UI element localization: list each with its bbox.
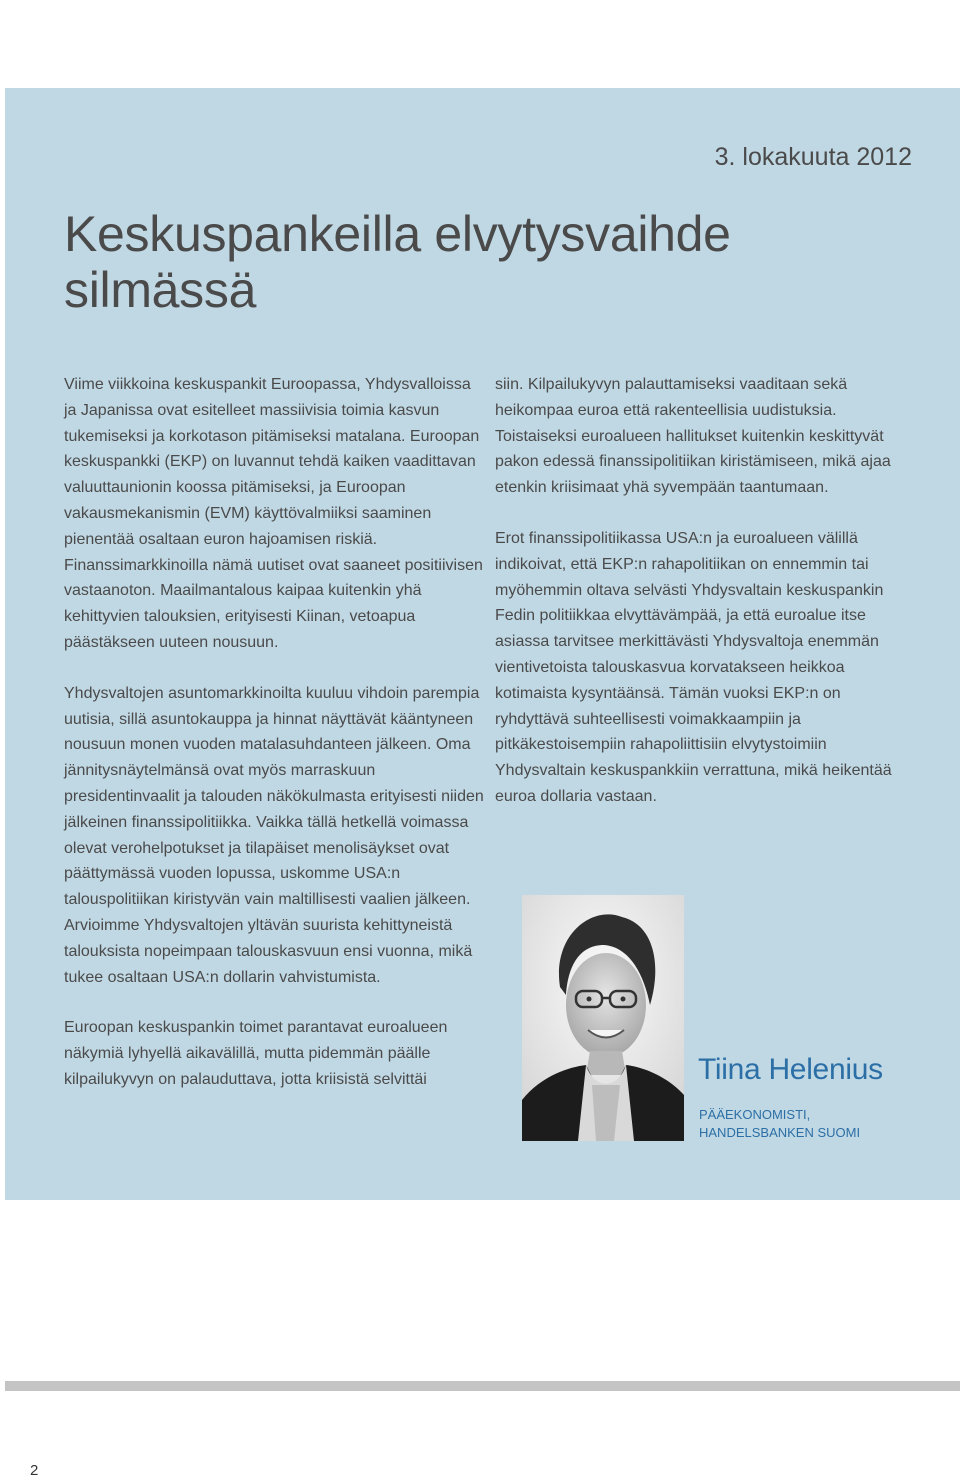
paragraph: Erot finanssipolitiikassa USA:n ja euroalueen välillä indikoivat, että EKP:n rahapolitiikan on ennemmin tai myöhemmin oltava selvästi Yhdysvaltain keskuspankin Fedin politiikkaa elvyttävämpää, ja että euroalue itse asiassa tarvitsee merkittävästi Yhdysvaltoja enemmän vientivetoista talouskasvua korvatakseen heikkoa kotimaista kysyntäänsä. Tämän vuoksi EKP:n on ryhdyttävä suhteellisesti voimakkaampiin ja pitkäkestoisempiin rahapoliittisiin elvytystoimiin Yhdysvaltain keskuspankkiin verrattuna, mikä heikentää euroa dollaria vastaan. [495,529,892,805]
title-line-2: silmässä [64,262,257,318]
paragraph: Yhdysvaltojen asuntomarkkinoilta kuuluu vihdoin parempia uutisia, sillä asuntokauppa ja hinnat näyttävät kääntyneen nousuun monen vuoden matalasuhdanteen jälkeen. Oma jännitysnäytelmänsä ovat myös marraskuun presidentinvaalit ja talouden näkökulmasta erityisesti niiden jälkeinen finanssipolitiikka. Vaikka tällä hetkellä voimassa olevat verohelpotukset ja tilapäiset menolisäykset ovat päättymässä vuoden lopussa, uskomme USA:n talouspolitiikan kiristyvän vain maltillisesti vaalien jälkeen. Arvioimme Yhdysvaltojen yltävän suurista kehittyneistä talouksista nopeimpaan talouskasvuun ensi vuonna, mikä tukee osaltaan USA:n dollarin vahvistumista. [64,684,484,986]
article-column-left [64,372,484,1118]
paragraph: Viime viikkoina keskuspankit Euroopassa, Yhdysvalloissa ja Japanissa ovat esitelleet massiivisia toimia kasvun tukemiseksi ja korkotason pitämiseksi matalana. Euroopan keskuspankki (EKP) on luvannut tehdä kaiken vaadittavan valuuttaunionin koossa pitämiseksi, ja Euroopan vakausmekanismin (EVM) käyttövalmiiksi saaminen pienentää osaltaan euron hajoamisen riskiä. Finanssimarkkinoilla nämä uutiset ovat saaneet positiivisen vastaanoton. Maailmantalous kaipaa kuitenkin yhä kehittyvien talouksien, erityisesti Kiinan, vetoapua päästäkseen uuteen nousuun. [64,376,483,651]
title-line-1: Keskuspankeilla elvytysvaihde [64,206,731,262]
publication-date: 3. lokakuuta 2012 [714,143,912,171]
paragraph: siin. Kilpailukyvyn palauttamiseksi vaaditaan sekä heikompaa euroa että rakenteellisia uudistuksia. Toistaiseksi euroalueen hallitukset kuitenkin keskittyvät pakon edessä finanssipolitiikan kiristämiseen, mikä ajaa etenkin kriisimaat yhä syvempään taantumaan. [495,376,891,497]
portrait-photo-icon [522,895,684,1141]
page-number: 2 [30,1462,39,1479]
paragraph: Euroopan keskuspankin toimet parantavat euroalueen näkymiä lyhyellä aikavälillä, mutta pidemmän päälle kilpailukyvyn on palauduttava, jotta kriisistä selvittäi [64,1019,448,1088]
author-role [699,1106,860,1142]
author-role-line-2: HANDELSBANKEN SUOMI [699,1125,861,1140]
article-column-right [495,372,915,835]
author-name: Tiina Helenius [698,1053,883,1086]
author-role-line-1: PÄÄEKONOMISTI, [699,1107,811,1122]
author-photo [522,895,684,1141]
article-title [64,206,884,318]
footer-divider [5,1381,960,1391]
